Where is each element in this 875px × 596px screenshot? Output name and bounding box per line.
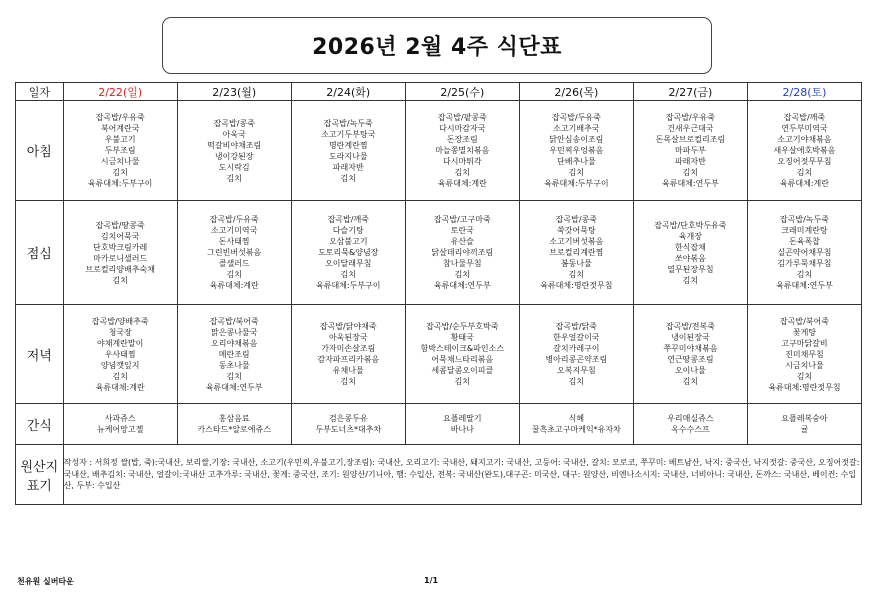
menu-item: 진미채무침 <box>785 349 824 359</box>
menu-cell <box>633 305 747 404</box>
menu-item: 잡곡밥/두유죽 <box>209 215 259 224</box>
menu-item: 쑥갓어묵탕 <box>557 226 596 235</box>
menu-item: 잡곡밥/고구마죽 <box>433 215 491 224</box>
meal-body <box>16 101 862 445</box>
menu-cell <box>291 201 405 305</box>
menu-item: 김치 <box>796 270 813 279</box>
menu-item: 동초나물 <box>218 360 250 370</box>
menu-item: 김치 <box>112 168 128 177</box>
menu-item: 파래자반 <box>674 157 706 166</box>
menu-item: 아욱국 <box>222 129 246 139</box>
menu-cell <box>519 201 633 305</box>
menu-item: 소고기버섯볶음 <box>549 237 604 246</box>
menu-item: 귤 <box>800 425 809 434</box>
menu-item: 두부도너츠*대추차 <box>315 425 382 434</box>
menu-item: 꽃게탕 <box>792 327 817 337</box>
menu-item: 병아리콩곤약조림 <box>545 355 608 364</box>
menu-item: 잡곡밥/깨죽 <box>327 215 369 224</box>
menu-item: 육류대체:연두부 <box>205 382 263 392</box>
menu-item: 토란국 <box>450 226 474 235</box>
menu-item: 쭈꾸미야채볶음 <box>663 344 718 353</box>
menu-item: 김치 <box>454 377 471 386</box>
menu-item: 도시락김 <box>218 162 250 172</box>
menu-item: 잡곡밥/순두부호박죽 <box>426 322 499 331</box>
menu-item: 잡곡밥/우유죽 <box>95 113 145 122</box>
menu-cell <box>405 101 519 201</box>
menu-item: 김치 <box>226 270 242 279</box>
menu-cell <box>177 305 291 404</box>
menu-item: 육류대체:두부구이 <box>315 281 381 290</box>
menu-item: 잡곡밥/녹두죽 <box>779 215 829 224</box>
menu-item: 김가루묵채무침 <box>777 259 832 268</box>
menu-item: 잡곡밥/전복죽 <box>665 322 715 331</box>
menu-item: 소고기두부탕국 <box>321 129 376 139</box>
menu-item: 브로컬리양배추숙채 <box>85 264 155 274</box>
origin-label: 원산지 표기 <box>16 445 64 505</box>
menu-item: 잡곡밥/우유죽 <box>665 113 715 122</box>
menu-item: 바나나 <box>450 425 474 434</box>
menu-item: 김치 <box>454 270 471 279</box>
menu-item: 김치 <box>226 173 242 183</box>
menu-cell <box>63 101 177 201</box>
menu-item: 육류대체:계란 <box>209 281 259 290</box>
menu-item: 잡곡밥/땅콩죽 <box>95 220 145 230</box>
menu-item: 열무된장무침 <box>667 264 714 274</box>
menu-item: 육류대체:계란 <box>437 179 487 188</box>
menu-item: 육류대체:두부구이 <box>87 179 153 188</box>
menu-item: 메란조림 <box>218 349 250 359</box>
menu-item: 청국장 <box>108 327 132 337</box>
meal-row-dinner <box>16 305 862 404</box>
menu-item: 명란계란찜 <box>328 140 368 150</box>
menu-item: 함박스테이크&파인소스 <box>420 344 505 353</box>
menu-item: 우사태찜 <box>104 349 136 359</box>
menu-item: 돈육폭찹 <box>789 237 820 246</box>
menu-item: 오이달래무침 <box>325 259 372 268</box>
menu-item: 고구마닭갈비 <box>781 338 828 348</box>
menu-cell <box>405 404 519 445</box>
day-header: 2/28(토) <box>747 83 861 101</box>
page-number: 1/1 <box>424 576 439 585</box>
menu-item: 황태국 <box>450 333 474 342</box>
day-header: 2/23(월) <box>177 83 291 101</box>
menu-item: 육류대체:연두부 <box>662 179 719 188</box>
menu-item: 감자파프리카볶음 <box>317 355 380 364</box>
menu-item: 돈목살브로컬리조림 <box>655 135 726 144</box>
menu-item: 식혜 <box>568 414 585 423</box>
menu-item: 육류대체:연두부 <box>776 281 833 290</box>
menu-cell <box>291 305 405 404</box>
date-header-label: 일자 <box>16 83 64 101</box>
menu-item: 어묵채느타리볶음 <box>431 355 494 364</box>
menu-cell <box>519 404 633 445</box>
menu-item: 육개장 <box>678 231 702 241</box>
menu-cell <box>519 101 633 201</box>
menu-item: 육류대체:연두부 <box>433 281 491 290</box>
menu-item: 김치 <box>454 168 471 177</box>
menu-item: 양념깻잎지 <box>100 360 140 370</box>
menu-item: 한우얼갈이국 <box>553 333 600 342</box>
menu-item: 냉이강된장 <box>214 151 254 161</box>
menu-item: 새우살애호박볶음 <box>773 146 836 155</box>
menu-item: 연두부미역국 <box>781 124 828 133</box>
menu-item: 마파두부 <box>674 146 706 155</box>
menu-cell <box>519 305 633 404</box>
menu-item: 김치 <box>112 371 128 381</box>
menu-item: 김치어묵국 <box>100 231 140 241</box>
menu-item: 다시마튀각 <box>442 157 482 166</box>
menu-cell <box>633 201 747 305</box>
menu-item: 김치 <box>796 371 813 381</box>
menu-item: 김치 <box>340 377 356 386</box>
menu-item: 잡곡밥/녹두죽 <box>323 118 373 128</box>
menu-item: 꿀흑초고구마케익*유자차 <box>531 425 621 434</box>
menu-item: 가자미손살조림 <box>321 344 376 353</box>
menu-item: 야채계란말이 <box>96 338 144 348</box>
menu-item: 우리매실쥬스 <box>667 414 714 423</box>
menu-item: 오리야채볶음 <box>211 338 258 348</box>
menu-item: 김치 <box>226 371 242 381</box>
menu-cell <box>633 101 747 201</box>
menu-item: 뉴케어망고젤 <box>96 425 144 434</box>
origin-text: 작성자 : 서희정 쌀(밥, 죽):국내산, 보리쌀,기장: 국내산, 소고기(우민찌,우불고기,장조림): 국내산, 오리고기: 국내산, 돼지고기: 국내산, 고등어: 국내산, 갈치: 모로코, 쭈꾸미: 베트남산, 낙지: 중국산, 낙지젓갈: 중국산, 오징어젓갈: 국내산, 배추김치: 국내산, 얼갈이:국내산 고추가루: 국내산, 꽃게: 중국산, 조기: 원양산/기니아, 햄: 수입산, 전복: 국내산(완도),대구곤: 미국산, 대구: 원양산, 비엔나소시지: 국내산, 너비아니: 국내산, 돈까스: 국내산, 베이컨: 수입산, 두부: 수입산 <box>63 445 861 505</box>
menu-item: 홍삼음료 <box>218 414 250 423</box>
menu-item: 두부조림 <box>104 146 136 155</box>
menu-cell <box>291 101 405 201</box>
meal-plan-table <box>15 82 862 505</box>
day-header: 2/26(목) <box>519 83 633 101</box>
menu-item: 도토리묵&양념장 <box>318 248 379 257</box>
menu-cell <box>63 404 177 445</box>
menu-item: 김치 <box>682 377 699 386</box>
day-header: 2/24(화) <box>291 83 405 101</box>
menu-cell <box>177 201 291 305</box>
menu-item: 시금치나물 <box>785 360 824 370</box>
menu-cell <box>63 305 177 404</box>
menu-item: 김치 <box>682 168 699 177</box>
menu-item: 파래자반 <box>332 162 364 172</box>
menu-item: 마카로니샐러드 <box>93 253 148 263</box>
meal-label: 간식 <box>16 404 64 445</box>
menu-item: 잡곡밥/팥콩죽 <box>437 113 487 122</box>
menu-item: 소고기미역국 <box>211 226 258 235</box>
menu-cell <box>63 201 177 305</box>
menu-item: 콜샐러드 <box>218 259 250 268</box>
menu-item: 검은콩두유 <box>328 414 368 423</box>
menu-item: 세콤달콤오이피클 <box>431 366 494 375</box>
menu-item: 잡곡밥/깨죽 <box>783 113 826 122</box>
menu-item: 요플레딸기 <box>442 414 482 423</box>
menu-item: 카스타드*알로에쥬스 <box>197 425 271 434</box>
menu-item: 육류대체:명란젓무침 <box>768 382 841 392</box>
menu-item: 다시마감자국 <box>439 124 486 133</box>
menu-item: 잡곡밥/단호박두유죽 <box>654 220 727 230</box>
menu-item: 김치 <box>568 377 585 386</box>
menu-item: 맑은콩나물국 <box>211 327 258 337</box>
origin-row <box>16 445 862 505</box>
menu-item: 잡곡밥/두유죽 <box>551 113 601 122</box>
menu-item: 돈장조림 <box>446 135 478 144</box>
menu-item: 옥수수스프 <box>671 425 710 434</box>
menu-cell <box>633 404 747 445</box>
menu-item: 실곤약어채무침 <box>777 248 832 257</box>
menu-item: 소고기배추국 <box>553 124 600 133</box>
menu-item: 잡곡밥/북어죽 <box>779 316 829 326</box>
menu-item: 잡곡밥/북어죽 <box>209 316 259 326</box>
menu-item: 봄동나물 <box>560 259 592 268</box>
menu-item: 김치 <box>568 168 585 177</box>
menu-item: 우민찌우엉볶음 <box>549 146 604 155</box>
menu-item: 사과쥬스 <box>104 414 136 423</box>
menu-item: 잡곡밥/콩죽 <box>213 118 255 128</box>
meal-label: 점심 <box>16 201 64 305</box>
menu-item: 돈사태찜 <box>218 237 250 246</box>
menu-item: 김치 <box>340 173 356 183</box>
menu-item: 다슬기탕 <box>332 226 364 235</box>
menu-item: 육류대체:계란 <box>779 179 829 188</box>
menu-item: 잡곡밥/양배추죽 <box>91 316 149 326</box>
menu-item: 잡곡밥/콩죽 <box>555 215 598 224</box>
menu-item: 그린빈버섯볶음 <box>207 248 262 257</box>
page-title: 2026년 2월 4주 식단표 <box>312 35 562 60</box>
menu-item: 연근땅콩조림 <box>667 355 714 364</box>
meal-row-lunch <box>16 201 862 305</box>
menu-item: 육류대체:명란젓무침 <box>540 281 613 290</box>
meal-label: 저녁 <box>16 305 64 404</box>
menu-cell <box>747 201 861 305</box>
menu-item: 우불고기 <box>104 135 136 144</box>
menu-item: 떡갈비야채조림 <box>207 140 262 150</box>
menu-item: 유산슬 <box>450 237 474 246</box>
menu-item: 브로컬리계란찜 <box>549 248 604 257</box>
menu-cell <box>291 404 405 445</box>
menu-item: 냉이된장국 <box>671 333 710 342</box>
menu-cell <box>747 305 861 404</box>
menu-cell <box>405 305 519 404</box>
menu-item: 크래미계란탕 <box>781 226 828 235</box>
menu-item: 참나물무침 <box>442 259 482 268</box>
meal-row-snack <box>16 404 862 445</box>
menu-cell <box>177 404 291 445</box>
menu-item: 북어계란국 <box>100 124 140 133</box>
menu-item: 잡곡밥/닭야채죽 <box>319 322 377 331</box>
menu-cell <box>405 201 519 305</box>
menu-item: 오삼불고기 <box>328 237 368 246</box>
menu-item: 한식잡채 <box>674 242 706 252</box>
menu-item: 김치 <box>682 275 699 285</box>
facility-name: 천유원 실버타운 <box>17 577 74 586</box>
menu-item: 마늘쫑멸치볶음 <box>435 146 490 155</box>
meal-label: 아침 <box>16 101 64 201</box>
menu-item: 건새우근대국 <box>667 124 714 133</box>
day-header: 2/22(일) <box>63 83 177 101</box>
menu-item: 김치 <box>340 270 356 279</box>
menu-item: 닭안심송이조림 <box>549 135 604 144</box>
menu-item: 육류대체:계란 <box>95 382 145 392</box>
menu-item: 오이나물 <box>674 366 706 375</box>
date-header-row <box>16 83 862 101</box>
menu-item: 도라지나물 <box>328 151 368 161</box>
menu-item: 요플레복숭아 <box>781 414 828 423</box>
day-header: 2/27(금) <box>633 83 747 101</box>
menu-item: 단배추나물 <box>557 157 596 166</box>
menu-item: 단호박크림카레 <box>93 242 148 252</box>
menu-item: 김치 <box>112 275 128 285</box>
menu-item: 김치 <box>568 270 585 279</box>
menu-cell <box>747 404 861 445</box>
menu-item: 잡곡밥/닭죽 <box>555 322 598 331</box>
menu-item: 육류대체:두부구이 <box>544 179 609 188</box>
day-header: 2/25(수) <box>405 83 519 101</box>
menu-item: 시금치나물 <box>100 157 140 166</box>
menu-item: 아욱된장국 <box>328 333 368 342</box>
menu-item: 닭살데리야끼조림 <box>431 248 494 257</box>
menu-item: 김치 <box>796 168 813 177</box>
menu-item: 유채나물 <box>332 366 364 375</box>
menu-cell <box>747 101 861 201</box>
menu-item: 소고기야채볶음 <box>777 135 832 144</box>
menu-cell <box>177 101 291 201</box>
title-box <box>162 17 712 74</box>
menu-item: 오복지무침 <box>557 366 596 375</box>
menu-item: 쏘야볶음 <box>674 253 706 263</box>
meal-row-breakfast <box>16 101 862 201</box>
menu-item: 오징어젓무무침 <box>777 157 832 166</box>
menu-item: 갈치카레구이 <box>553 344 600 353</box>
